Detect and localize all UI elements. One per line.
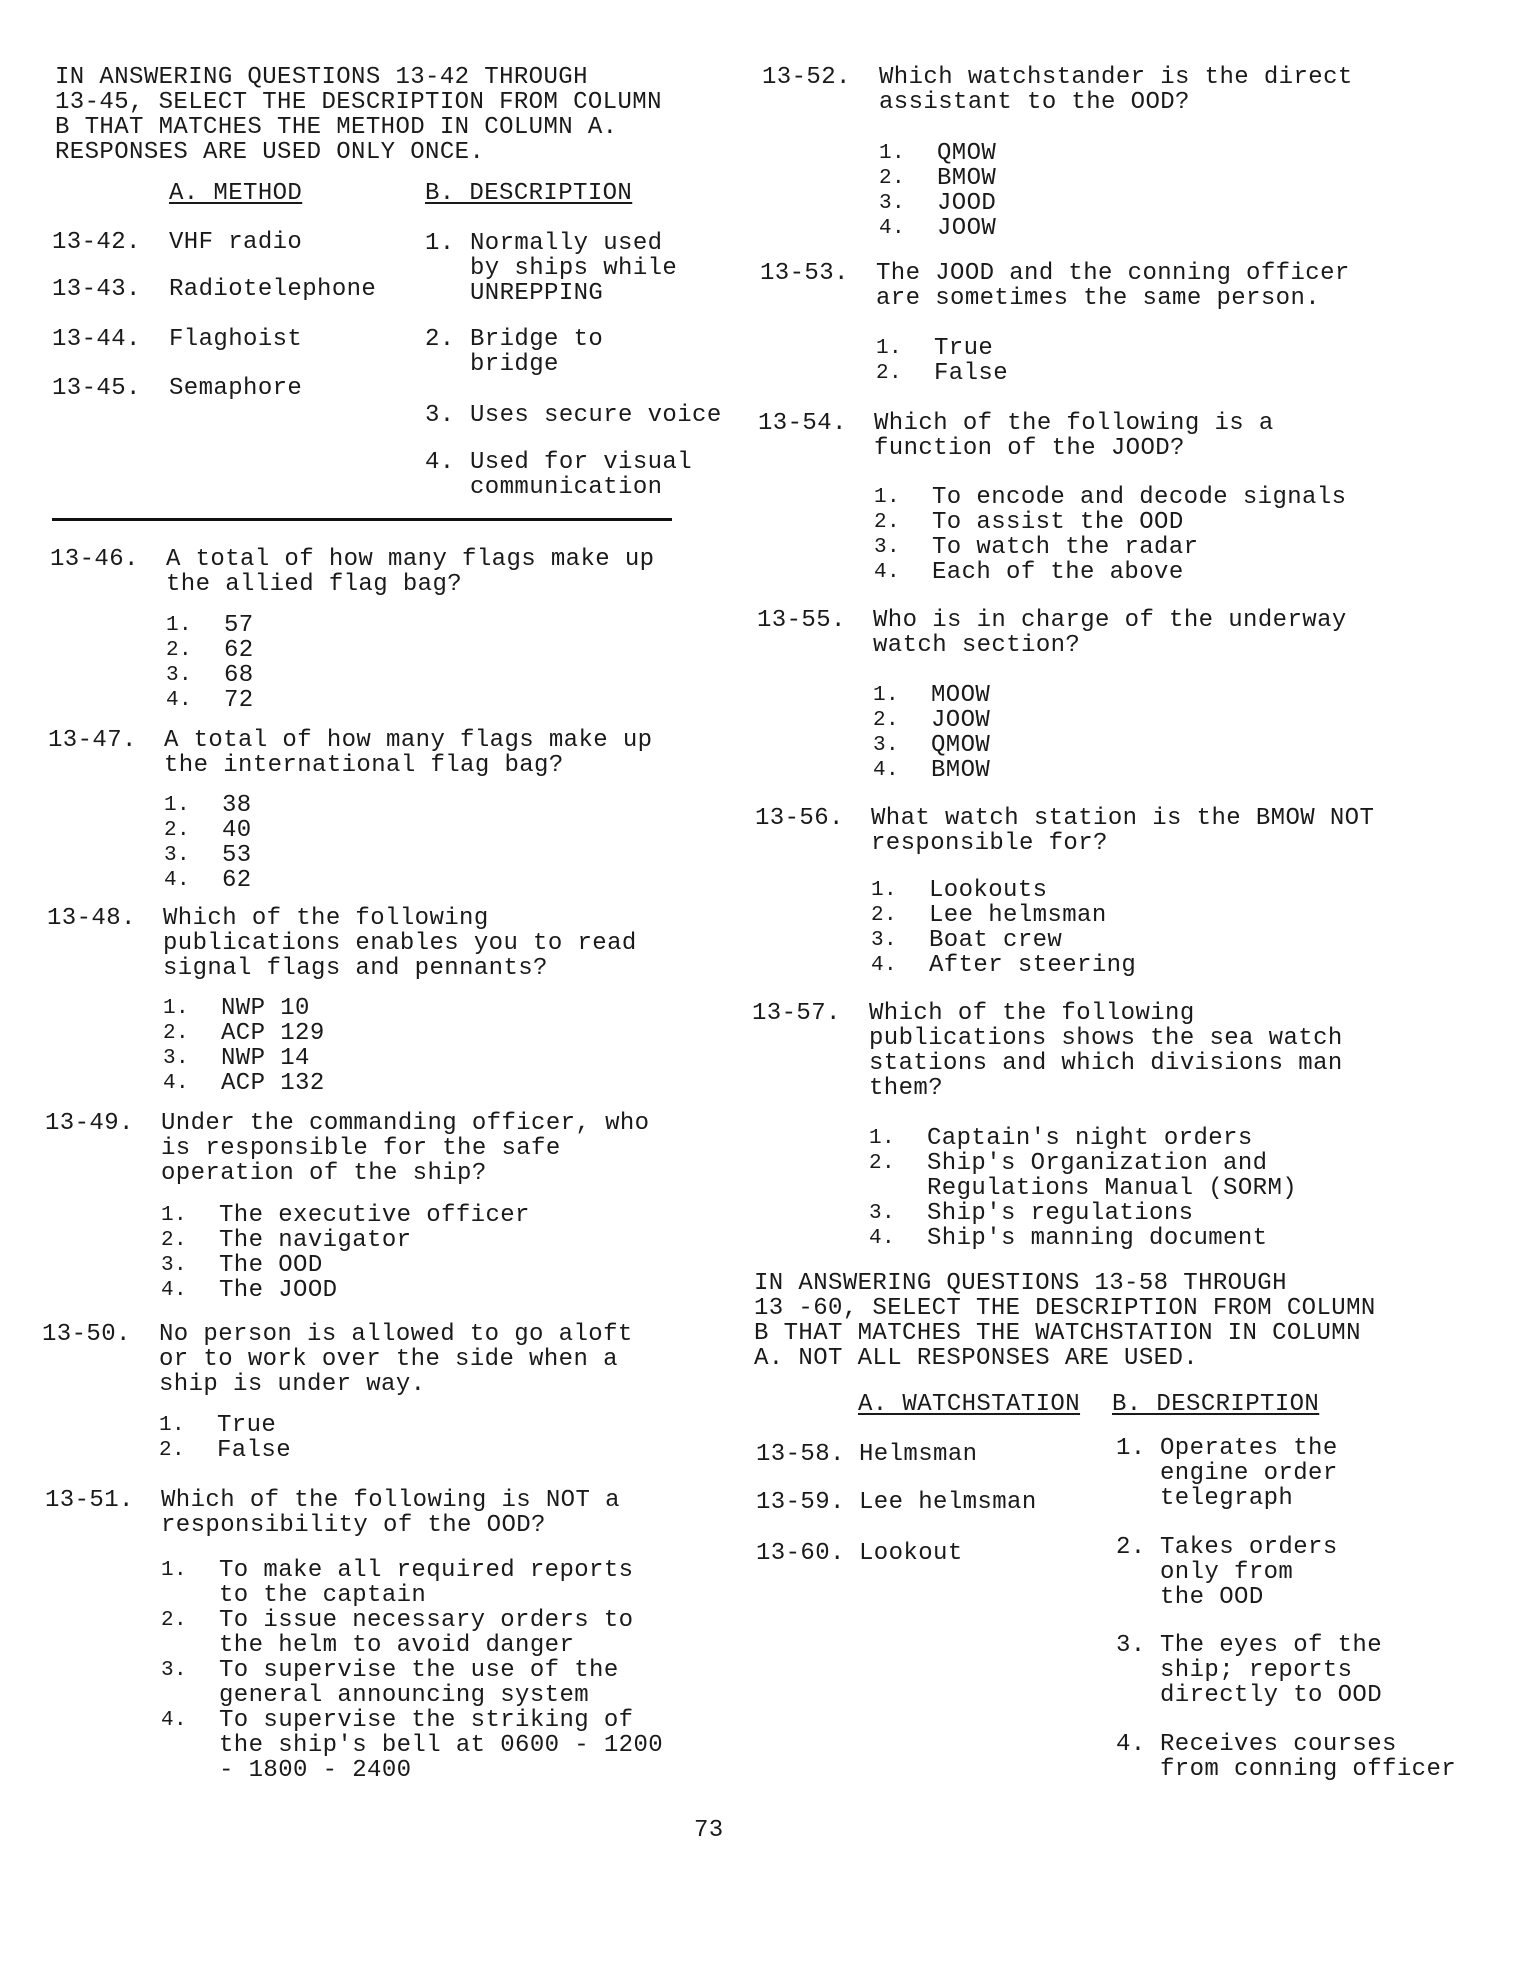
option-number: 3. (164, 844, 191, 867)
option-number: 3. (871, 929, 898, 952)
answer-option (222, 868, 252, 893)
question-text (873, 608, 1347, 658)
answer-option-line: ACP 132 (221, 1070, 325, 1097)
question-text-line: stations and which divisions man (869, 1050, 1343, 1077)
option-number: 1. (163, 997, 190, 1020)
answer-option (932, 535, 1198, 560)
answer-option-line: Ship's Organization and (927, 1150, 1268, 1177)
answer-option-line: the ship's bell at 0600 - 1200 (219, 1732, 664, 1759)
answer-option-line: False (217, 1437, 292, 1464)
answer-option (937, 191, 996, 216)
matching-item-label: Flaghoist (169, 326, 303, 353)
option-number: 2. (871, 904, 898, 927)
description-text-line: telegraph (1160, 1485, 1294, 1512)
matching-item-number: 13-44. (52, 326, 141, 353)
answer-option (931, 683, 990, 708)
answer-option-line: The OOD (219, 1252, 323, 1279)
question-text-line: What watch station is the BMOW NOT (871, 805, 1375, 832)
description-text-line: Used for visual (470, 449, 693, 476)
matching-instructions-line: IN ANSWERING QUESTIONS 13-58 THROUGH (754, 1270, 1287, 1297)
description-text-line: Normally used (470, 230, 663, 257)
option-number: 1. (869, 1127, 896, 1150)
option-number: 1. (161, 1559, 188, 1582)
answer-option (219, 1253, 323, 1278)
answer-option (221, 996, 310, 1021)
answer-option (219, 1608, 633, 1658)
answer-option (222, 793, 252, 818)
answer-option-line: False (934, 360, 1009, 387)
question-number: 13-57. (752, 1000, 841, 1027)
description-number: 1. (425, 230, 455, 257)
question-number: 13-48. (47, 905, 136, 932)
option-number: 2. (869, 1152, 896, 1175)
answer-option-line: Each of the above (932, 559, 1184, 586)
matching-instructions-line: A. NOT ALL RESPONSES ARE USED. (754, 1345, 1199, 1372)
answer-option (929, 878, 1047, 903)
answer-option-line: To issue necessary orders to (219, 1607, 634, 1634)
question-text-line: them? (869, 1075, 944, 1102)
question-text-line: Which of the following (163, 905, 489, 932)
option-number: 2. (166, 639, 193, 662)
option-number: 3. (161, 1659, 188, 1682)
answer-option-line: To watch the radar (932, 534, 1199, 561)
description-text-line: engine order (1160, 1460, 1338, 1487)
question-text-line: Under the commanding officer, who (161, 1110, 650, 1137)
question-number: 13-51. (45, 1487, 134, 1514)
description-text (470, 450, 692, 500)
answer-option-line: QMOW (937, 140, 997, 167)
answer-option (937, 141, 996, 166)
description-text-line: only from (1160, 1559, 1294, 1586)
answer-option (927, 1126, 1253, 1151)
matching-instructions (754, 1271, 1376, 1371)
answer-option-line: The JOOD (219, 1277, 338, 1304)
description-text (1160, 1732, 1456, 1782)
option-number: 3. (873, 734, 900, 757)
answer-option-line: After steering (929, 952, 1137, 979)
question-text (876, 261, 1350, 311)
option-number: 1. (161, 1204, 188, 1227)
answer-option-line: To supervise the use of the (219, 1657, 619, 1684)
matching-instructions (55, 65, 662, 165)
question-text-line: The JOOD and the conning officer (876, 260, 1350, 287)
description-text-line: the OOD (1160, 1584, 1264, 1611)
matching-item-label: Radiotelephone (169, 276, 377, 303)
question-text-line: are sometimes the same person. (876, 285, 1321, 312)
answer-option-line: 68 (224, 662, 254, 689)
option-number: 1. (873, 684, 900, 707)
question-text (159, 1322, 633, 1397)
answer-option (929, 928, 1062, 953)
question-number: 13-55. (757, 607, 846, 634)
question-number: 13-46. (50, 546, 139, 573)
answer-option-line: Captain's night orders (927, 1125, 1253, 1152)
question-text-line: operation of the ship? (161, 1160, 487, 1187)
description-number: 4. (425, 449, 455, 476)
matching-item-label: Lee helmsman (859, 1489, 1037, 1516)
question-text-line: responsibility of the OOD? (161, 1512, 546, 1539)
description-text (1160, 1436, 1338, 1511)
answer-option-line: 62 (224, 637, 254, 664)
question-number: 13-47. (48, 727, 137, 754)
description-text-line: bridge (470, 351, 559, 378)
answer-option-line: ACP 129 (221, 1020, 325, 1047)
matching-instructions-line: B THAT MATCHES THE WATCHSTATION IN COLUMN (754, 1320, 1361, 1347)
answer-option (221, 1046, 310, 1071)
question-text-line: the allied flag bag? (166, 571, 463, 598)
option-number: 4. (873, 759, 900, 782)
question-text-line: Who is in charge of the underway (873, 607, 1347, 634)
matching-instructions-line: 13 -60, SELECT THE DESCRIPTION FROM COLUMN (754, 1295, 1376, 1322)
section-divider (52, 518, 672, 521)
option-number: 3. (163, 1047, 190, 1070)
answer-option-line: MOOW (931, 682, 991, 709)
option-number: 3. (874, 536, 901, 559)
answer-option (927, 1201, 1193, 1226)
question-number: 13-52. (762, 64, 851, 91)
answer-option (927, 1151, 1297, 1201)
answer-option (221, 1021, 325, 1046)
answer-option (224, 638, 254, 663)
matching-item-number: 13-43. (52, 276, 141, 303)
answer-option-line: True (934, 335, 994, 362)
description-text-line: Operates the (1160, 1435, 1338, 1462)
option-number: 1. (159, 1414, 186, 1437)
option-number: 2. (873, 709, 900, 732)
answer-option-line: 62 (222, 867, 252, 894)
question-text-line: signal flags and pennants? (163, 955, 548, 982)
question-text-line: watch section? (873, 632, 1081, 659)
question-text-line: Which of the following (869, 1000, 1195, 1027)
option-number: 3. (161, 1254, 188, 1277)
option-number: 1. (874, 486, 901, 509)
question-number: 13-50. (42, 1321, 131, 1348)
question-text (869, 1001, 1343, 1101)
option-number: 4. (166, 689, 193, 712)
column-b-header: B. DESCRIPTION (425, 180, 633, 207)
question-text-line: or to work over the side when a (159, 1346, 618, 1373)
question-text-line: the international flag bag? (164, 752, 564, 779)
answer-option-line: Ship's regulations (927, 1200, 1194, 1227)
answer-option (219, 1708, 663, 1783)
page-number: 73 (694, 1817, 724, 1844)
answer-option (219, 1228, 411, 1253)
answer-option-line: 40 (222, 817, 252, 844)
question-text-line: responsible for? (871, 830, 1108, 857)
description-text-line: from conning officer (1160, 1756, 1457, 1783)
option-number: 4. (161, 1709, 188, 1732)
matching-item-number: 13-58. (756, 1441, 845, 1468)
question-text (874, 411, 1274, 461)
option-number: 2. (161, 1229, 188, 1252)
answer-option-line: To make all required reports (219, 1557, 634, 1584)
answer-option-line: True (217, 1412, 277, 1439)
description-text-line: Takes orders (1160, 1534, 1338, 1561)
column-a-header: A. WATCHSTATION (858, 1391, 1081, 1418)
answer-option-line: Lee helmsman (929, 902, 1107, 929)
question-text-line: assistant to the OOD? (879, 89, 1190, 116)
description-text-line: ship; reports (1160, 1657, 1353, 1684)
matching-item-label: VHF radio (169, 229, 303, 256)
answer-option-line: 72 (224, 687, 254, 714)
question-text (163, 906, 637, 981)
description-text (1160, 1633, 1382, 1708)
answer-option-line: to the captain (219, 1582, 427, 1609)
matching-item-number: 13-45. (52, 375, 141, 402)
answer-option (217, 1438, 291, 1463)
answer-option-line: 57 (224, 612, 254, 639)
option-number: 1. (164, 794, 191, 817)
description-number: 3. (1116, 1632, 1146, 1659)
answer-option-line: QMOW (931, 732, 991, 759)
option-number: 1. (871, 879, 898, 902)
description-text-line: The eyes of the (1160, 1632, 1383, 1659)
answer-option-line: To supervise the striking of (219, 1707, 634, 1734)
description-text (470, 403, 722, 428)
description-text-line: directly to OOD (1160, 1682, 1383, 1709)
description-text-line: Uses secure voice (470, 402, 722, 429)
matching-instructions-line: 13-45, SELECT THE DESCRIPTION FROM COLUMN (55, 89, 662, 116)
option-number: 4. (879, 217, 906, 240)
description-text (470, 327, 603, 377)
answer-option (219, 1203, 530, 1228)
description-number: 2. (1116, 1534, 1146, 1561)
answer-option-line: BMOW (931, 757, 991, 784)
question-text-line: function of the JOOD? (874, 435, 1185, 462)
question-number: 13-56. (755, 805, 844, 832)
question-number: 13-49. (45, 1110, 134, 1137)
description-text-line: Receives courses (1160, 1731, 1397, 1758)
question-text-line: Which of the following is a (874, 410, 1274, 437)
description-text (1160, 1535, 1338, 1610)
option-number: 4. (161, 1279, 188, 1302)
description-text-line: by ships while (470, 255, 678, 282)
matching-item-number: 13-60. (756, 1540, 845, 1567)
question-text-line: publications shows the sea watch (869, 1025, 1343, 1052)
answer-option-line: Regulations Manual (SORM) (927, 1175, 1298, 1202)
question-text (879, 65, 1353, 115)
answer-option (937, 216, 996, 241)
answer-option-line: NWP 14 (221, 1045, 310, 1072)
option-number: 4. (869, 1227, 896, 1250)
answer-option (931, 733, 990, 758)
answer-option (927, 1226, 1267, 1251)
question-text (871, 806, 1374, 856)
answer-option (219, 1658, 619, 1708)
option-number: 2. (876, 362, 903, 385)
answer-option-line: The executive officer (219, 1202, 530, 1229)
answer-option (224, 663, 254, 688)
matching-instructions-line: IN ANSWERING QUESTIONS 13-42 THROUGH (55, 64, 588, 91)
option-number: 1. (166, 614, 193, 637)
description-number: 1. (1116, 1435, 1146, 1462)
option-number: 4. (871, 954, 898, 977)
option-number: 1. (876, 337, 903, 360)
option-number: 2. (164, 819, 191, 842)
answer-option (932, 510, 1184, 535)
option-number: 2. (161, 1609, 188, 1632)
answer-option-line: JOOD (937, 190, 997, 217)
answer-option-line: To encode and decode signals (932, 484, 1347, 511)
answer-option-line: general announcing system (219, 1682, 590, 1709)
answer-option (219, 1278, 337, 1303)
answer-option (929, 953, 1136, 978)
option-number: 2. (163, 1022, 190, 1045)
column-a-header: A. METHOD (169, 180, 303, 207)
answer-option-line: Lookouts (929, 877, 1048, 904)
option-number: 2. (879, 167, 906, 190)
answer-option (934, 336, 993, 361)
question-text-line: A total of how many flags make up (164, 727, 653, 754)
answer-option (224, 688, 254, 713)
option-number: 4. (163, 1072, 190, 1095)
question-text (161, 1111, 649, 1186)
question-number: 13-53. (760, 260, 849, 287)
answer-option-line: 38 (222, 792, 252, 819)
answer-option (224, 613, 254, 638)
description-text (470, 231, 677, 306)
answer-option-line: the helm to avoid danger (219, 1632, 575, 1659)
option-number: 4. (164, 869, 191, 892)
answer-option (929, 903, 1107, 928)
question-number: 13-54. (758, 410, 847, 437)
answer-option (222, 818, 252, 843)
matching-item-label: Lookout (859, 1540, 963, 1567)
question-text (166, 547, 654, 597)
column-b-header: B. DESCRIPTION (1112, 1391, 1320, 1418)
answer-option-line: 53 (222, 842, 252, 869)
answer-option (222, 843, 252, 868)
answer-option (932, 560, 1184, 585)
matching-instructions-line: B THAT MATCHES THE METHOD IN COLUMN A. (55, 114, 618, 141)
question-text-line: publications enables you to read (163, 930, 637, 957)
option-number: 1. (879, 142, 906, 165)
question-text (161, 1488, 620, 1538)
answer-option (937, 166, 996, 191)
option-number: 3. (869, 1202, 896, 1225)
answer-option-line: The navigator (219, 1227, 412, 1254)
matching-item-number: 13-59. (756, 1489, 845, 1516)
answer-option-line: BMOW (937, 165, 997, 192)
answer-option (217, 1413, 276, 1438)
answer-option-line: Boat crew (929, 927, 1063, 954)
description-number: 3. (425, 402, 455, 429)
answer-option-line: NWP 10 (221, 995, 310, 1022)
question-text (164, 728, 652, 778)
answer-option (934, 361, 1008, 386)
answer-option (932, 485, 1346, 510)
question-text-line: is responsible for the safe (161, 1135, 561, 1162)
description-text-line: communication (470, 474, 663, 501)
option-number: 3. (879, 192, 906, 215)
answer-option-line: JOOW (937, 215, 997, 242)
option-number: 3. (166, 664, 193, 687)
answer-option-line: - 1800 - 2400 (219, 1757, 412, 1784)
option-number: 2. (874, 511, 901, 534)
question-text-line: A total of how many flags make up (166, 546, 655, 573)
answer-option (221, 1071, 325, 1096)
answer-option-line: To assist the OOD (932, 509, 1184, 536)
matching-item-number: 13-42. (52, 229, 141, 256)
question-text-line: Which watchstander is the direct (879, 64, 1353, 91)
description-text-line: UNREPPING (470, 280, 604, 307)
answer-option (931, 758, 990, 783)
answer-option-line: Ship's manning document (927, 1225, 1268, 1252)
description-number: 4. (1116, 1731, 1146, 1758)
answer-option-line: JOOW (931, 707, 991, 734)
matching-item-label: Semaphore (169, 375, 303, 402)
description-text-line: Bridge to (470, 326, 604, 353)
matching-instructions-line: RESPONSES ARE USED ONLY ONCE. (55, 139, 485, 166)
question-text-line: ship is under way. (159, 1371, 426, 1398)
answer-option (931, 708, 990, 733)
description-number: 2. (425, 326, 455, 353)
question-text-line: Which of the following is NOT a (161, 1487, 620, 1514)
option-number: 2. (159, 1439, 186, 1462)
question-text-line: No person is allowed to go aloft (159, 1321, 633, 1348)
option-number: 4. (874, 561, 901, 584)
matching-item-label: Helmsman (859, 1441, 978, 1468)
answer-option (219, 1558, 633, 1608)
